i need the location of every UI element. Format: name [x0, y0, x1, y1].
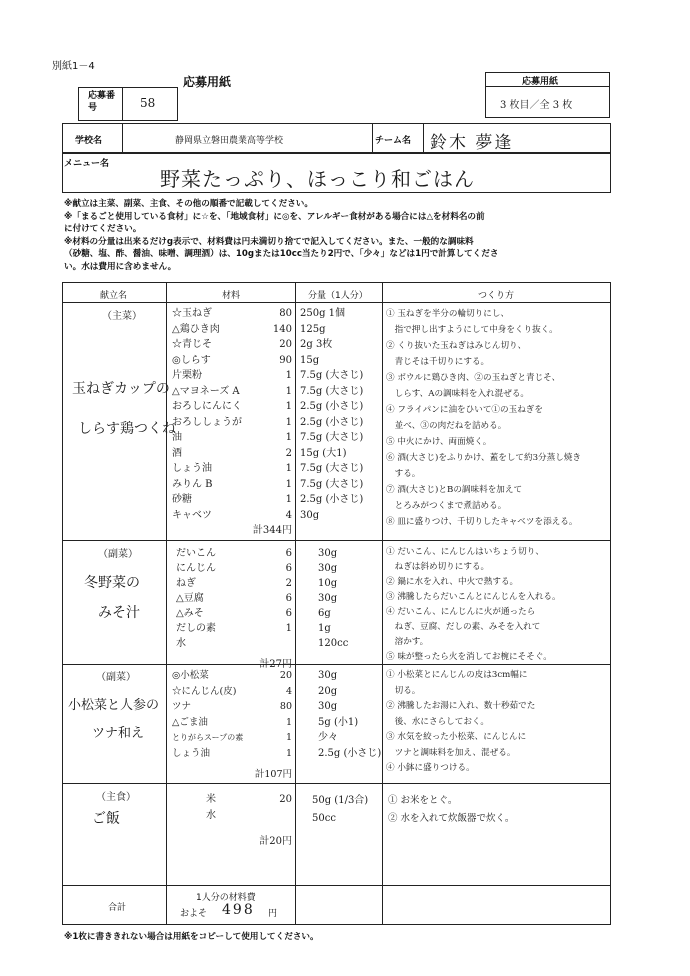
note-line: い。水は費用に含めません。	[64, 261, 177, 272]
amount: 7.5g (大さじ)	[300, 385, 364, 397]
amount: 10g	[318, 578, 338, 589]
method-list	[386, 545, 608, 665]
amount: 7.5g (大さじ)	[300, 463, 364, 474]
dish-category: （副菜）	[98, 549, 138, 560]
amount: 2.5g (小さじ)	[318, 747, 382, 759]
method-step: ② 鍋に水を入れ、中火で熱する。	[386, 577, 519, 587]
ingredient-row: ☆玉ねぎ 80	[172, 308, 292, 319]
amount: 2.5g (小さじ)	[300, 416, 364, 428]
method-list	[386, 306, 608, 530]
amount: 5g (小1)	[318, 716, 359, 728]
ingredient-row: 酒 2	[172, 447, 292, 459]
ingredient-row: とりがらスープの素 1	[172, 732, 292, 743]
ingredient-row: 片栗粉 1	[172, 370, 292, 381]
method-list	[388, 792, 608, 828]
ingredient-row: ねぎ 2	[176, 578, 292, 589]
note-line: ※材料の分量は出来るだけg表示で、材料費は円未満切り捨てで記入してください。また、一般的な調味料	[64, 236, 474, 247]
total-label: 合計	[108, 903, 127, 913]
note-line: （砂糖、塩、酢、醤油、味噌、調理酒）は、10gまたは10cc当たり2円で、「少々」などは1円で計算してくださ	[64, 249, 499, 259]
ingredient-row: 米 20	[206, 794, 292, 805]
dish-name: しらす鶏つくね	[78, 421, 176, 437]
amount: 125g	[300, 323, 326, 335]
amount: 6g	[318, 608, 331, 619]
ingredient-row: 水	[176, 638, 186, 649]
school-row	[62, 123, 611, 153]
subtotal: 計107円	[254, 769, 292, 780]
amount: 15g (大1)	[300, 447, 347, 459]
page-indicator: 3 枚目／全 3 枚	[500, 100, 573, 111]
ingredient-row: △みそ 6	[176, 608, 292, 619]
ingredient-list	[172, 668, 292, 783]
ingredient-row: だしの素 1	[176, 623, 292, 634]
method-step: ① お米をとぐ。	[388, 795, 458, 806]
ingredient-row: おろししょうが 1	[172, 416, 292, 428]
method-step: ④ フライパンに油をひいて①の玉ねぎを	[386, 405, 543, 415]
method-step: 溶かす。	[386, 637, 429, 647]
form-title: 応募用紙	[183, 75, 232, 89]
note-line: ※献立は主菜、副菜、主食、その他の順番で記載してください。	[64, 199, 313, 209]
dish-name: ご飯	[92, 811, 120, 827]
menu-label: メニュー名	[64, 159, 110, 169]
method-step: 後、水にさらしておく。	[386, 716, 489, 727]
ingredient-list	[206, 792, 292, 850]
applicant-number-label: 応募番号	[88, 91, 116, 113]
dish-name: 小松菜と人参の	[68, 698, 160, 713]
method-step: ⑧ 皿に盛りつけ、千切りしたキャベツを添える。	[386, 517, 578, 527]
method-step: 青じそは千切りにする。	[386, 357, 490, 367]
amount: 少々	[318, 732, 338, 743]
method-step: 切る。	[386, 685, 421, 696]
dish-category: （主菜）	[102, 311, 142, 322]
amount: 50cc	[312, 813, 336, 824]
total-cost-label: 1人分の材料費	[196, 893, 256, 903]
header-amount: 分量（1人分）	[308, 291, 368, 301]
method-step: ツナと調味料を加え、混ぜる。	[386, 747, 516, 758]
method-step: ねぎは斜め切りにする。	[386, 562, 490, 572]
amount: 7.5g (大さじ)	[300, 370, 364, 381]
method-step: しらす、Aの調味料を入れ混ぜる。	[386, 389, 530, 399]
method-list	[386, 668, 608, 777]
method-step: ① 小松菜とにんじんの皮は3cm幅に	[386, 670, 528, 680]
amount: 30g	[318, 548, 338, 559]
method-step: ⑦ 酒(大さじ)とBの調味料を加えて	[386, 485, 523, 495]
ingredient-row: ツナ 80	[172, 701, 292, 712]
dish-name: ツナ和え	[92, 726, 145, 741]
ingredient-row: ◎小松菜 20	[172, 670, 292, 681]
note-line: ※「まるごと使用している食材」に☆を、「地域食材」に◎を、アレルギー食材がある場合には△を材料名の前	[64, 211, 485, 222]
amount: 30g	[300, 509, 320, 521]
ingredient-row: 油 1	[172, 432, 292, 443]
ingredient-row: みりん B 1	[172, 478, 292, 490]
amount-list	[318, 668, 382, 761]
doc-id: 別紙1－4	[52, 61, 95, 72]
amount: 30g	[318, 563, 338, 574]
header-method: つくり方	[478, 291, 515, 301]
header-ingredients: 材料	[222, 291, 241, 301]
amount-list	[318, 546, 380, 651]
amount: 30g	[318, 593, 338, 604]
dish-category: （副菜）	[96, 672, 136, 683]
ingredient-row: 砂糖 1	[172, 494, 292, 505]
ingredient-row: △豆腐 6	[176, 593, 292, 604]
method-step: ③ ボウルに鶏ひき肉、②の玉ねぎと青じそ、	[386, 373, 561, 383]
dish-name: みそ汁	[98, 605, 140, 621]
ingredient-row: △鶏ひき肉 140	[172, 323, 292, 335]
applicant-number-value: 58	[140, 96, 156, 110]
method-step: ねぎ、豆腐、だしの素、みそを入れて	[386, 622, 541, 632]
method-step: ② 沸騰したお湯に入れ、数十秒茹でた	[386, 701, 536, 711]
right-box-title: 応募用紙	[522, 77, 559, 87]
method-step: ① 玉ねぎを半分の輪切りにし、	[386, 309, 510, 319]
ingredient-row: 水	[206, 810, 216, 821]
school-name: 静岡県立磐田農業高等学校	[175, 136, 284, 146]
total-approx-label: およそ	[180, 909, 208, 919]
method-step: ③ 沸騰したらだいこんとにんじんを入れる。	[386, 592, 561, 602]
instructions	[64, 198, 604, 273]
amount: 7.5g (大さじ)	[300, 432, 364, 443]
method-step: する。	[386, 469, 421, 479]
method-step: とろみがつくまで煮詰める。	[386, 501, 507, 511]
method-step: ④ 小鉢に盛りつける。	[386, 763, 475, 773]
method-step: ② 水を入れて炊飯器で炊く。	[388, 813, 515, 824]
ingredient-row: しょう油 1	[172, 747, 292, 759]
amount: 2.5g (小さじ)	[300, 401, 364, 412]
amount: 30g	[318, 670, 338, 681]
footer-note: ※1枚に書ききれない場合は用紙をコピーして使用してください。	[64, 932, 319, 942]
amount-list	[312, 792, 380, 828]
dish-name: 冬野菜の	[84, 575, 140, 591]
ingredient-row: キャベツ 4	[172, 509, 292, 521]
amount: 15g	[300, 354, 320, 366]
ingredient-row: ☆青じそ 20	[172, 339, 292, 350]
header-menu: 献立名	[100, 291, 128, 301]
amount: 50g (1/3合)	[312, 795, 369, 806]
dish-category: （主食）	[96, 792, 136, 803]
ingredient-row: だいこん 6	[176, 548, 292, 559]
amount: 7.5g (大さじ)	[300, 478, 364, 490]
dish-name: 玉ねぎカップの	[72, 381, 170, 397]
school-label: 学校名	[75, 136, 103, 146]
total-unit: 円	[268, 909, 278, 919]
subtotal: 計27円	[259, 659, 292, 670]
total-value: 498	[222, 902, 255, 918]
amount-list	[300, 306, 380, 523]
ingredient-row: ☆にんじん(皮) 4	[172, 685, 292, 697]
ingredient-row: にんじん 6	[176, 563, 292, 574]
ingredient-list	[176, 546, 292, 672]
amount: 120cc	[318, 638, 349, 649]
ingredient-row: おろしにんにく 1	[172, 401, 292, 412]
method-step: ① だいこん、にんじんはいちょう切り、	[386, 547, 544, 557]
team-name: 鈴木 夢逢	[430, 133, 514, 153]
amount: 20g	[318, 685, 338, 697]
note-line: に付けてください。	[64, 224, 142, 234]
amount: 30g	[318, 701, 338, 712]
method-step: ② くり抜いた玉ねぎはみじん切り、	[386, 341, 527, 351]
ingredient-list	[172, 306, 292, 539]
ingredient-row: △マヨネーズ A 1	[172, 385, 292, 397]
method-step: 並べ、③の肉だねを詰める。	[386, 421, 507, 431]
amount: 250g 1個	[300, 308, 346, 319]
method-step: ③ 水気を絞った小松菜、にんじんに	[386, 732, 527, 742]
method-step: ⑤ 中火にかけ、両面焼く。	[386, 437, 492, 447]
team-label: チーム名	[375, 136, 412, 146]
amount: 2.5g (小さじ)	[300, 494, 364, 505]
method-step: ④ だいこん、にんじんに火が通ったら	[386, 607, 536, 617]
ingredient-row: △ごま油 1	[172, 716, 292, 728]
method-step: ⑤ 味が整ったら火を消してお椀にそそぐ。	[386, 652, 552, 662]
method-step: 指で押し出すようにして中身をくり抜く。	[386, 325, 558, 335]
amount: 1g	[318, 623, 331, 634]
menu-name: 野菜たっぷり、ほっこり和ごはん	[160, 167, 475, 191]
subtotal: 計344円	[252, 525, 292, 536]
ingredient-row: しょう油 1	[172, 463, 292, 474]
ingredient-row: ◎しらす 90	[172, 354, 292, 366]
amount: 2g 3枚	[300, 339, 333, 350]
method-step: ⑥ 酒(大さじ)をふりかけ、蓋をして約3分蒸し焼き	[386, 453, 582, 463]
subtotal: 計20円	[259, 836, 292, 847]
